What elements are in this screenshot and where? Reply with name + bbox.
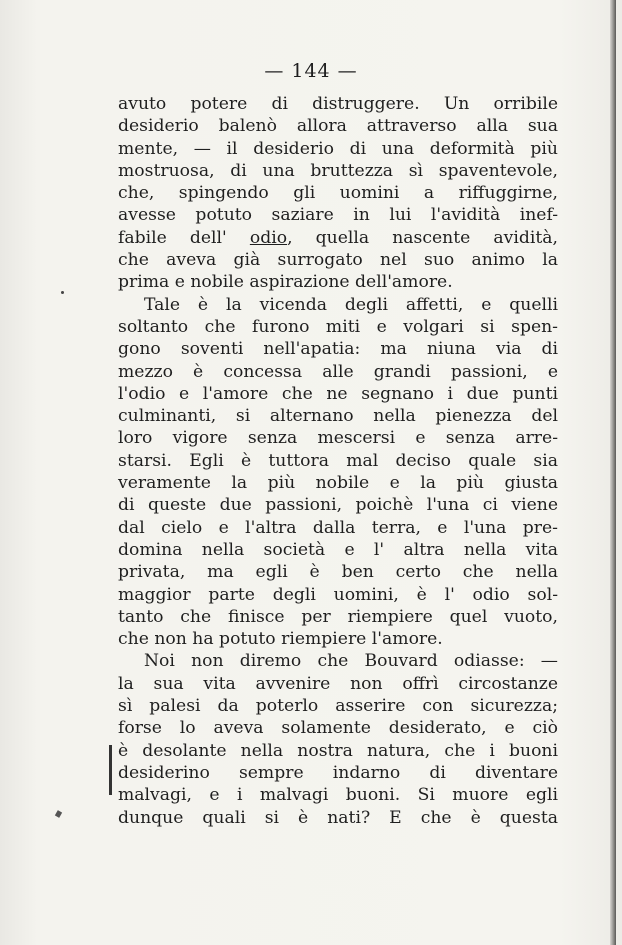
underlined-word: odio xyxy=(249,227,288,248)
text-line: gono soventi nell'apatia: ma niuna via di xyxy=(118,339,558,360)
text-line: che non ha potuto riempiere l'amore. xyxy=(118,629,443,650)
text-line: che, spingendo gli uomini a riffuggirne, xyxy=(118,183,558,204)
text-line: forse lo aveva solamente desiderato, e ciò xyxy=(118,718,558,739)
text-line: maggior parte degli uomini, è l' odio sol- xyxy=(118,584,558,605)
text-line: veramente la più nobile e la più giusta xyxy=(118,473,558,494)
text-line: dal cielo e l'altra dalla terra, e l'una pre- xyxy=(118,517,558,538)
text-line: tanto che finisce per riempiere quel vuoto, xyxy=(118,606,558,627)
margin-pencil-bar xyxy=(109,745,112,795)
text-line: loro vigore senza mescersi e senza arre- xyxy=(118,428,558,449)
text-line: prima e nobile aspirazione dell'amore. xyxy=(118,272,453,293)
text-line: l'odio e l'amore che ne segnano i due punti xyxy=(118,383,558,404)
text-line: la sua vita avvenire non offrì circostanze xyxy=(118,673,558,694)
text-line: mente, — il desiderio di una deformità più xyxy=(118,138,558,159)
margin-dot xyxy=(61,291,64,294)
text-line: avuto potere di distruggere. Un orribile xyxy=(118,94,558,114)
text-line: sì palesi da poterlo asserire con sicurezza; xyxy=(118,696,558,717)
text-line-content: fabile dell' odio, quella nascente avidità, xyxy=(118,227,558,248)
text-line: dunque quali si è nati? E che è questa xyxy=(118,807,558,828)
text-line: starsi. Egli è tuttora mal deciso quale sia xyxy=(118,450,558,471)
text-line: domina nella società e l' altra nella vita xyxy=(118,539,558,560)
text-line: desiderino sempre indarno di diventare xyxy=(118,762,558,783)
text-line: Noi non diremo che Bouvard odiasse: — xyxy=(144,651,558,672)
text-line: avesse potuto saziare in lui l'avidità inef- xyxy=(118,205,558,226)
text-line: culminanti, si alternano nella pienezza del xyxy=(118,406,558,427)
page-edge-shadow xyxy=(610,0,616,945)
text-line: Tale è la vicenda degli affetti, e quelli xyxy=(144,294,558,315)
text-line: privata, ma egli è ben certo che nella xyxy=(118,562,558,583)
text-line: che aveva già surrogato nel suo animo la xyxy=(118,250,558,271)
text-line: di queste due passioni, poichè l'una ci viene xyxy=(118,495,558,516)
text-line: è desolante nella nostra natura, che i buoni xyxy=(118,740,558,761)
text-line: desiderio balenò allora attraverso alla sua xyxy=(118,116,558,137)
text-line: mostruosa, di una bruttezza sì spaventevole, xyxy=(118,160,558,181)
text-line: mezzo è concessa alle grandi passioni, e xyxy=(118,361,558,382)
body-text xyxy=(118,93,558,829)
text-line-with-underline xyxy=(118,227,558,249)
text-line: soltanto che furono miti e volgari si spen- xyxy=(118,316,558,337)
text-line: malvagi, e i malvagi buoni. Si muore egli xyxy=(118,785,558,806)
page-number: — 144 — xyxy=(264,60,358,82)
margin-mark xyxy=(55,810,62,818)
